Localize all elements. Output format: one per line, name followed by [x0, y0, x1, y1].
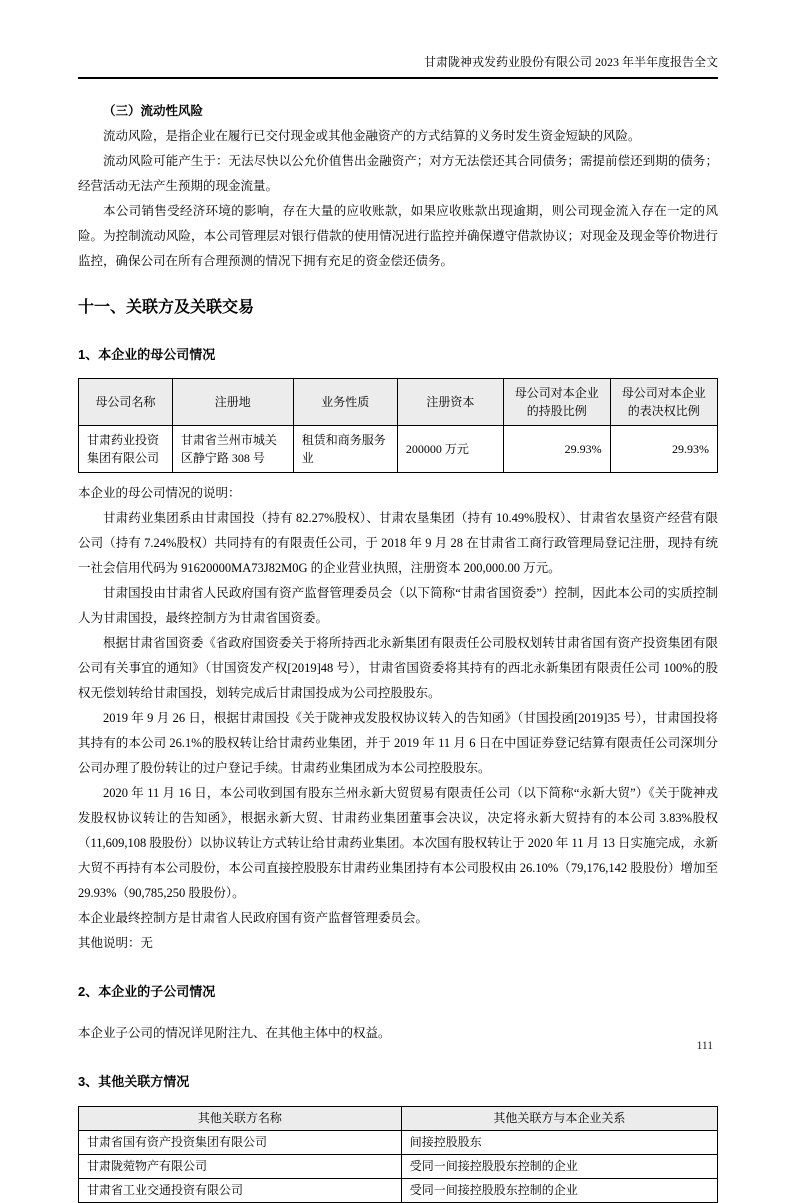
cell-related-party-name: 甘肃陇菀物产有限公司	[79, 1155, 402, 1179]
parent-company-paragraph: 2020 年 11 月 16 日，本公司收到国有股东兰州永新大贸贸易有限责任公司（以下简称“永新大贸”）《关于陇神戎发股权协议转让的告知函》，根据永新大贸、甘肃药业集团董事会决议，决定将永新大贸持有的本公司 3.83%股权（11,609,108 股股份）以协议转让方式转让给甘肃药业集团。本次国有股权转让于 2020 年 11 月 13 日实施完成，永新大贸不再持有本公司股份，本公司直接控股股东甘肃药业集团持有本公司股权由 26.10%（79,176,142 股股份）增加至 29.93%（90,785,250 股股份）。	[78, 786, 718, 900]
page-content	[78, 0, 718, 1197]
cell-related-party-relation: 受同一间接控股股东控制的企业	[401, 1155, 717, 1179]
liquidity-risk-heading: （三）流动性风险	[103, 104, 204, 118]
cell-business-nature: 租赁和商务服务业	[293, 426, 397, 473]
section-11-heading: 十一、关联方及关联交易	[78, 299, 255, 316]
table-row	[79, 426, 718, 473]
table-header-row	[79, 379, 718, 426]
subsection-2-heading: 2、本企业的子公司情况	[78, 984, 216, 999]
cell-related-party-relation: 受同一间接控股股东控制的企业	[401, 1179, 717, 1203]
col-header-parent-name: 母公司名称	[79, 379, 173, 426]
table-row	[79, 1155, 718, 1179]
liquidity-paragraph: 流动风险可能产生于：无法尽快以公允价值售出金融资产；对方无法偿还其合同债务；需提前偿还到期的债务；经营活动无法产生预期的现金流量。	[78, 154, 718, 193]
subsection-1-heading: 1、本企业的母公司情况	[78, 347, 216, 362]
col-header-business-nature: 业务性质	[293, 379, 397, 426]
cell-parent-name: 甘肃药业投资集团有限公司	[79, 426, 173, 473]
subsection-3-heading: 3、其他关联方情况	[78, 1074, 190, 1089]
cell-voting-ratio: 29.93%	[610, 426, 717, 473]
col-header-related-party-name: 其他关联方名称	[79, 1107, 402, 1131]
parent-company-table	[78, 378, 718, 473]
col-header-registered-capital: 注册资本	[397, 379, 503, 426]
final-controller-line: 本企业最终控制方是甘肃省人民政府国有资产监督管理委员会。	[78, 911, 429, 925]
parent-company-paragraph: 甘肃药业集团系由甘肃国投（持有 82.27%股权）、甘肃农垦集团（持有 10.49%股权）、甘肃省农垦资产经营有限公司（持有 7.24%股权）共同持有的有限责任公司，于 2018 年 9 月 28 在甘肃省工商行政管理局登记注册，现持有统一社会信用代码为 91620000MA73J82M0G 的企业营业执照，注册资本 200,000.00 万元。	[78, 511, 718, 575]
table-row	[79, 1179, 718, 1203]
parent-company-paragraph: 根据甘肃省国资委《省政府国资委关于将所持西北永新集团有限责任公司股权划转甘肃省国有资产投资集团有限公司有关事宜的通知》（甘国资发产权[2019]48 号），甘肃省国资委将其持有的西北永新集团有限责任公司 100%的股权无偿划转给甘肃国投，划转完成后甘肃国投成为公司控股股东。	[78, 636, 718, 700]
subsidiary-paragraph: 本企业子公司的情况详见附注九、在其他主体中的权益。	[78, 1026, 391, 1040]
parent-company-note-label: 本企业的母公司情况的说明：	[78, 486, 241, 500]
table-row	[79, 1131, 718, 1155]
table-header-row	[79, 1107, 718, 1131]
parent-company-paragraph: 甘肃国投由甘肃省人民政府国有资产监督管理委员会（以下简称“甘肃省国资委”）控制，因此本公司的实质控制人为甘肃国投，最终控制方为甘肃省国资委。	[78, 586, 718, 625]
cell-related-party-name: 甘肃省国有资产投资集团有限公司	[79, 1131, 402, 1155]
liquidity-paragraph: 本公司销售受经济环境的影响，存在大量的应收账款，如果应收账款出现逾期，则公司现金流入存在一定的风险。为控制流动风险，本公司管理层对银行借款的使用情况进行监控并确保遵守借款协议；对现金及现金等价物进行监控，确保公司在所有合理预测的情况下拥有充足的资金偿还债务。	[78, 204, 718, 268]
col-header-shareholding-ratio: 母公司对本企业的持股比例	[503, 379, 610, 426]
document-header-title: 甘肃陇神戎发药业股份有限公司 2023 年半年度报告全文	[423, 55, 718, 69]
cell-shareholding-ratio: 29.93%	[503, 426, 610, 473]
other-note-line: 其他说明：无	[78, 936, 154, 950]
parent-company-paragraph: 2019 年 9 月 26 日，根据甘肃国投《关于陇神戎发股权协议转入的告知函》（甘国投函[2019]35 号），甘肃国投将其持有的本公司 26.1%的股权转让给甘肃药业集团，并于 2019 年 11 月 6 日在中国证券登记结算有限责任公司深圳分公司办理了股份转让的过户登记手续。甘肃药业集团成为本公司控股股东。	[78, 711, 718, 775]
col-header-related-party-relation: 其他关联方与本企业关系	[401, 1107, 717, 1131]
cell-related-party-relation: 间接控股股东	[401, 1131, 717, 1155]
col-header-registered-place: 注册地	[172, 379, 293, 426]
cell-related-party-name: 甘肃省工业交通投资有限公司	[79, 1179, 402, 1203]
cell-registered-place: 甘肃省兰州市城关区静宁路 308 号	[172, 426, 293, 473]
liquidity-paragraph: 流动风险，是指企业在履行已交付现金或其他金融资产的方式结算的义务时发生资金短缺的风险。	[103, 129, 641, 143]
page-number: 111	[696, 1040, 713, 1052]
other-related-parties-table	[78, 1106, 718, 1203]
document-header	[78, 0, 718, 79]
cell-registered-capital: 200000 万元	[397, 426, 503, 473]
col-header-voting-ratio: 母公司对本企业的表决权比例	[610, 379, 717, 426]
